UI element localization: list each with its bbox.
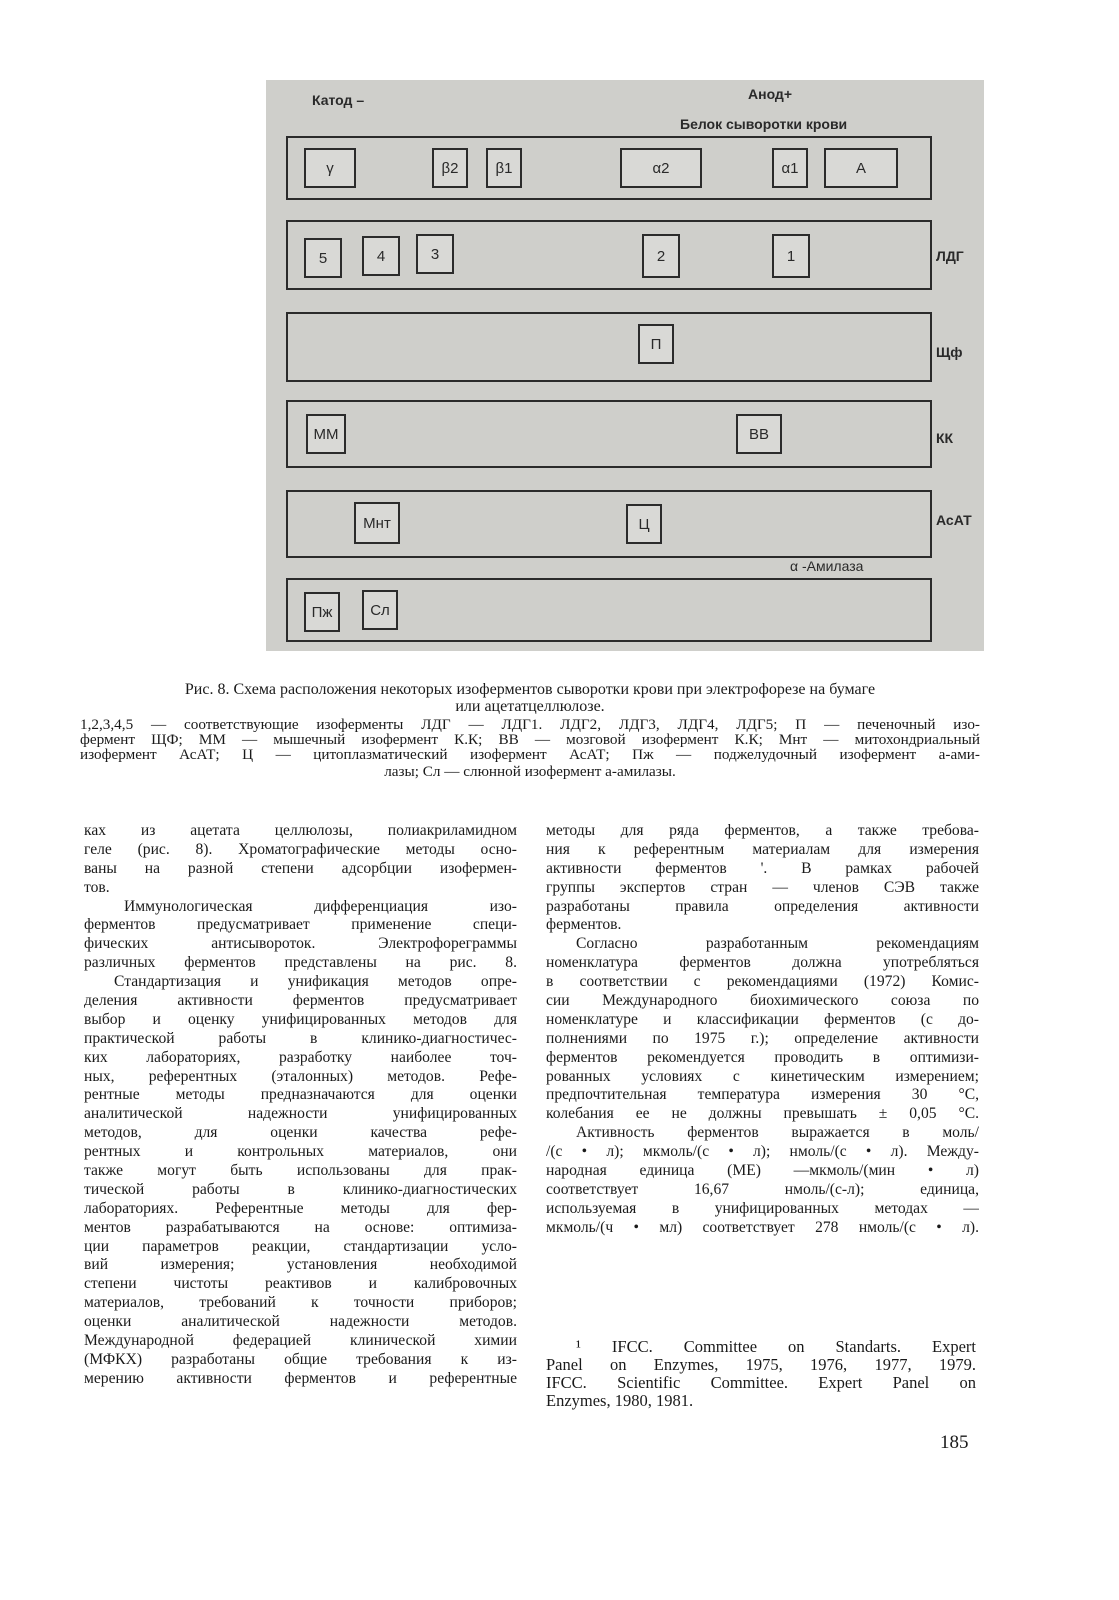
page-number: 185: [940, 1432, 969, 1453]
left-line: Стандартизация и унификация методов опре-: [114, 973, 517, 991]
left-line: оценки аналитической надежности методов.: [84, 1313, 517, 1331]
band-beta2: β2: [432, 148, 468, 188]
right-line: Активность ферментов выражается в моль/: [576, 1124, 979, 1142]
right-line: в соответствии с рекомендациями (1972) Комис-: [546, 973, 979, 991]
left-line: выбор и оценку унифицированных методов для: [84, 1010, 517, 1028]
left-line: фических антисывороток. Электрофореграммы: [84, 935, 517, 953]
left-line: геле (рис. 8). Хроматографические методы осно-: [84, 840, 517, 858]
right-line: ния к референтным материалам для измерения: [546, 840, 979, 858]
right-line: Согласно разработанным рекомендациям: [576, 935, 979, 953]
left-line: лабораториях. Референтные методы для фер-: [84, 1199, 517, 1217]
right-line: народная единица (МЕ) —мкмоль/(мин • л): [546, 1162, 979, 1180]
band-alpha2: α2: [620, 148, 702, 188]
asat-row-label: АсАТ: [936, 512, 972, 528]
caption-line-6: лазы; Сл — слюнной изофермент а-амилазы.: [384, 763, 676, 780]
band-salivary: Сл: [362, 590, 398, 630]
left-line: тов.: [84, 878, 110, 896]
anode-label: Анод+: [748, 86, 792, 102]
left-line: рентные методы предназначаются для оценки: [84, 1086, 517, 1104]
left-line: вий измерения; установления необходимой: [84, 1256, 517, 1274]
creatine-kinase-strip: [286, 400, 932, 468]
shf-row-label: Щф: [936, 344, 963, 360]
ldg-row-label: ЛДГ: [936, 248, 964, 264]
caption-line-5: изофермент АсАТ; Ц — цитоплазматический изофермент АсАТ; Пж — поджелудочный изофермент а-ами-: [80, 746, 980, 763]
right-line: методы для ряда ферментов, а также требова-: [546, 822, 979, 839]
band-beta1: β1: [486, 148, 522, 188]
caption-line-1: Рис. 8. Схема расположения некоторых изоферментов сыворотки крови при электрофорезе на бумаге: [184, 681, 876, 698]
right-line: активности ферментов '. В рамках рабочей: [546, 859, 979, 877]
band-bb: ВВ: [736, 414, 782, 454]
left-line: аналитической надежности унифицированных: [84, 1105, 517, 1123]
left-line: степени чистоты реактивов и калибровочных: [84, 1275, 517, 1293]
left-line: (МФКХ) разработаны общие требования к из-: [84, 1350, 517, 1368]
band-ldg5: 5: [304, 238, 342, 278]
band-ldg3: 3: [416, 234, 454, 274]
left-line: ферментов предусматривает применение специ-: [84, 916, 517, 934]
footnote-line: Panel on Enzymes, 1975, 1976, 1977, 1979.: [546, 1355, 976, 1374]
footnote-line: ¹ IFCC. Committee on Standarts. Expert: [576, 1337, 976, 1356]
left-line: различных ферментов представлены на рис. 8.: [84, 954, 517, 972]
caption-line-3: 1,2,3,4,5 — соответствующие изоферменты ЛДГ — ЛДГ1. ЛДГ2, ЛДГ3, ЛДГ4, ЛДГ5; П — печеночный изо-: [80, 716, 980, 733]
right-line: сии Международного биохимического союза по: [546, 992, 979, 1010]
asat-strip: [286, 490, 932, 558]
left-line: Иммунологическая дифференциация изо-: [124, 897, 517, 915]
band-mitochondrial: Мнт: [354, 502, 400, 544]
right-column: [546, 822, 979, 1238]
left-line: практической работы в клинико-диагностичес-: [84, 1029, 517, 1047]
right-line: используемая в унифицированных методах —: [546, 1199, 979, 1217]
left-line: тической работы в клинико-диагностических: [84, 1180, 517, 1198]
amylase-strip: [286, 578, 932, 642]
right-line: номенклатура ферментов должна употребляться: [546, 954, 979, 972]
serum-protein-label: Белок сыворотки крови: [680, 116, 848, 132]
right-line: ферментов рекомендуется проводить в оптимизи-: [546, 1048, 979, 1066]
band-mm: ММ: [306, 414, 346, 454]
alkaline-phosphatase-strip: [286, 312, 932, 382]
band-pancreatic: Пж: [304, 592, 340, 632]
footnote-line: Enzymes, 1980, 1981.: [546, 1391, 694, 1410]
left-line: мерению активности ферментов и референтные: [84, 1369, 517, 1387]
left-line: ваны на разной степени адсорбции изофермен-: [84, 859, 517, 877]
ldg-strip: [286, 220, 932, 290]
band-liver: П: [638, 324, 674, 364]
left-line: ции параметров реакции, стандартизации усло-: [84, 1237, 517, 1255]
right-line: разработаны правила определения активности: [546, 897, 979, 915]
caption-line-4: фермент ЩФ; ММ — мышечный изофермент К.К; ВВ — мозговой изофермент К.К; Мнт — митохондриальный: [80, 731, 980, 748]
right-line: ферментов.: [546, 916, 622, 934]
left-line: ках из ацетата целлюлозы, полиакриламидном: [84, 822, 517, 839]
electrophoresis-figure: [266, 80, 984, 651]
band-alpha1: α1: [772, 148, 808, 188]
kk-row-label: КК: [936, 430, 954, 446]
right-line: соответствует 16,67 нмоль/(с-л); единица,: [546, 1180, 979, 1198]
footnote-line: IFCC. Scientific Committee. Expert Panel on: [546, 1373, 976, 1392]
left-line: ных, референтных (эталонных) методов. Рефе-: [84, 1067, 517, 1085]
right-line: группы экспертов стран — членов СЭВ также: [546, 878, 979, 896]
band-albumin: A: [824, 148, 898, 188]
left-line: деления активности ферментов предусматривает: [84, 992, 517, 1010]
footnote: [546, 1338, 976, 1410]
left-line: ких лабораториях, разработку наиболее точ-: [84, 1048, 517, 1066]
left-line: Международной федерацией клинической химии: [84, 1332, 517, 1350]
left-column: [84, 822, 517, 1389]
left-line: также могут быть использованы для прак-: [84, 1162, 517, 1180]
serum-protein-strip: [286, 136, 932, 200]
right-line: полнениями по 1975 г.); определение активности: [546, 1029, 979, 1047]
band-ldg4: 4: [362, 236, 400, 276]
right-line: колебания ее не должны превышать ± 0,05 °С.: [546, 1105, 979, 1123]
band-ldg2: 2: [642, 234, 680, 278]
band-gamma: γ: [304, 148, 356, 188]
caption-line-2: или ацетатцеллюлозе.: [455, 698, 605, 715]
band-ldg1: 1: [772, 234, 810, 278]
cathode-label: Катод –: [312, 92, 365, 108]
right-line: мкмоль/(ч • мл) соответствует 278 нмоль/(с • л).: [546, 1218, 979, 1236]
amylase-label: α -Амилаза: [790, 558, 864, 574]
left-line: материалов, требований к точности приборов;: [84, 1294, 517, 1312]
left-line: методов, для оценки качества рефе-: [84, 1124, 517, 1142]
left-line: рентных и контрольных материалов, они: [84, 1143, 517, 1161]
band-cytoplasmic: Ц: [626, 504, 662, 544]
left-line: ментов разрабатываются на основе: оптимиза-: [84, 1218, 517, 1236]
right-line: номенклатуре и классификации ферментов (с до-: [546, 1010, 979, 1028]
right-line: рованных условиях с кинетическим измерением;: [546, 1067, 979, 1085]
right-line: предпочтительная температура измерения 30 °С,: [546, 1086, 979, 1104]
right-line: /(с • л); мкмоль/(с • л); нмоль/(с • л). Между-: [546, 1143, 979, 1161]
